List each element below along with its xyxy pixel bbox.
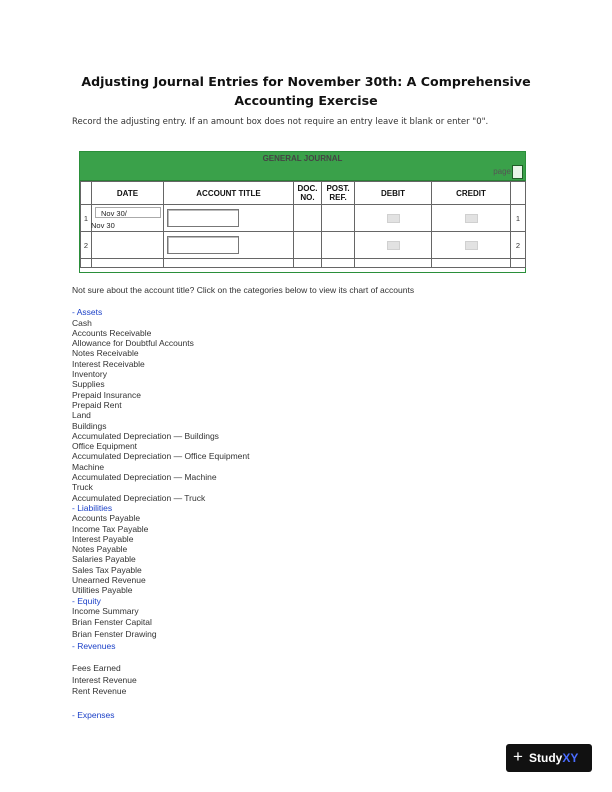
row-num-header <box>81 182 92 205</box>
date-input[interactable]: Nov 30/ <box>95 207 161 218</box>
credit-cell <box>432 232 511 259</box>
account-item: Supplies <box>72 379 105 390</box>
account-item: Truck <box>72 482 93 493</box>
post-ref-column-header: POST. REF. <box>322 182 355 205</box>
journal-empty-row <box>81 259 526 268</box>
category-revenues-link[interactable]: - Revenues <box>72 641 116 652</box>
row-number: 1 <box>81 205 92 232</box>
account-item: Rent Revenue <box>72 686 127 697</box>
general-journal <box>79 151 526 273</box>
category-equity-link[interactable]: - Equity <box>72 595 101 606</box>
account-title-input[interactable] <box>167 236 239 254</box>
page-title: Adjusting Journal Entries for November 30th: A Comprehensive Accounting Exercise <box>81 74 531 108</box>
account-title-input[interactable] <box>167 209 239 227</box>
account-item: Sales Tax Payable <box>72 564 142 575</box>
account-item: Accounts Receivable <box>72 327 152 338</box>
debit-column-header: DEBIT <box>355 182 432 205</box>
account-item: Allowance for Doubtful Accounts <box>72 338 194 349</box>
page-number-input[interactable] <box>512 165 523 179</box>
account-item: Salaries Payable <box>72 554 136 565</box>
account-title-column-header: ACCOUNT TITLE <box>164 182 294 205</box>
account-item: Buildings <box>72 420 107 431</box>
row-num-header-right <box>511 182 526 205</box>
credit-input[interactable] <box>465 214 478 223</box>
account-item: Machine <box>72 461 105 472</box>
account-item: Interest Payable <box>72 533 134 544</box>
account-item: Brian Fenster Drawing <box>72 628 157 639</box>
account-item: Income Summary <box>72 605 139 616</box>
category-assets-link[interactable]: - Assets <box>72 307 103 318</box>
plus-icon: + <box>513 747 523 766</box>
equity-list <box>72 606 522 641</box>
doc-no-cell <box>294 232 322 259</box>
account-item: Notes Receivable <box>72 348 139 359</box>
account-item: Accumulated Depreciation — Office Equipment <box>72 451 250 462</box>
account-item: Accumulated Depreciation — Truck <box>72 492 206 503</box>
account-item: Prepaid Rent <box>72 399 122 410</box>
account-item: Prepaid Insurance <box>72 389 141 400</box>
account-title-cell <box>164 232 294 259</box>
doc-no-column-header: DOC. NO. <box>294 182 322 205</box>
date-cell <box>92 205 164 232</box>
post-ref-cell <box>322 232 355 259</box>
chart-of-accounts <box>72 285 522 720</box>
category-expenses-link[interactable]: - Expenses <box>72 710 115 721</box>
account-item: Interest Receivable <box>72 358 145 369</box>
accounts-hint: Not sure about the account title? Click on the categories below to view its chart of accounts <box>72 285 415 295</box>
journal-header <box>80 152 525 181</box>
debit-cell <box>355 232 432 259</box>
date-note: Nov 30 <box>91 221 115 230</box>
credit-cell <box>432 205 511 232</box>
row-number: 2 <box>81 232 92 259</box>
account-item: Brian Fenster Capital <box>72 617 152 628</box>
account-item: Land <box>72 410 91 421</box>
account-item: Income Tax Payable <box>72 523 149 534</box>
credit-column-header: CREDIT <box>432 182 511 205</box>
account-item: Office Equipment <box>72 441 138 452</box>
row-number-right: 2 <box>511 232 526 259</box>
account-item: Notes Payable <box>72 544 128 555</box>
category-liabilities-link[interactable]: - Liabilities <box>72 502 113 513</box>
studyxy-logo <box>506 744 592 772</box>
account-item: Utilities Payable <box>72 585 133 596</box>
account-item: Accumulated Depreciation — Buildings <box>72 430 219 441</box>
account-title-cell <box>164 205 294 232</box>
brand-name: StudyXY <box>529 751 579 765</box>
account-item: Accounts Payable <box>72 513 141 524</box>
journal-title: GENERAL JOURNAL <box>262 154 343 163</box>
account-item: Cash <box>72 317 92 328</box>
account-item: Fees Earned <box>72 662 121 673</box>
date-column-header: DATE <box>92 182 164 205</box>
post-ref-cell <box>322 205 355 232</box>
page-label: page <box>493 167 511 176</box>
assets-list <box>72 318 522 503</box>
journal-table <box>80 181 526 268</box>
row-number-right: 1 <box>511 205 526 232</box>
revenues-list <box>72 663 522 698</box>
debit-input[interactable] <box>387 214 400 223</box>
credit-input[interactable] <box>465 241 478 250</box>
date-cell <box>92 232 164 259</box>
journal-row <box>81 205 526 232</box>
account-item: Interest Revenue <box>72 674 137 685</box>
liabilities-list <box>72 513 522 595</box>
journal-header-row <box>81 182 526 205</box>
account-item: Accumulated Depreciation — Machine <box>72 472 217 483</box>
account-item: Inventory <box>72 369 107 380</box>
debit-cell <box>355 205 432 232</box>
account-item: Unearned Revenue <box>72 575 146 586</box>
doc-no-cell <box>294 205 322 232</box>
instruction-text: Record the adjusting entry. If an amount box does not require an entry leave it blank or enter "0". <box>72 117 489 127</box>
journal-row <box>81 232 526 259</box>
debit-input[interactable] <box>387 241 400 250</box>
